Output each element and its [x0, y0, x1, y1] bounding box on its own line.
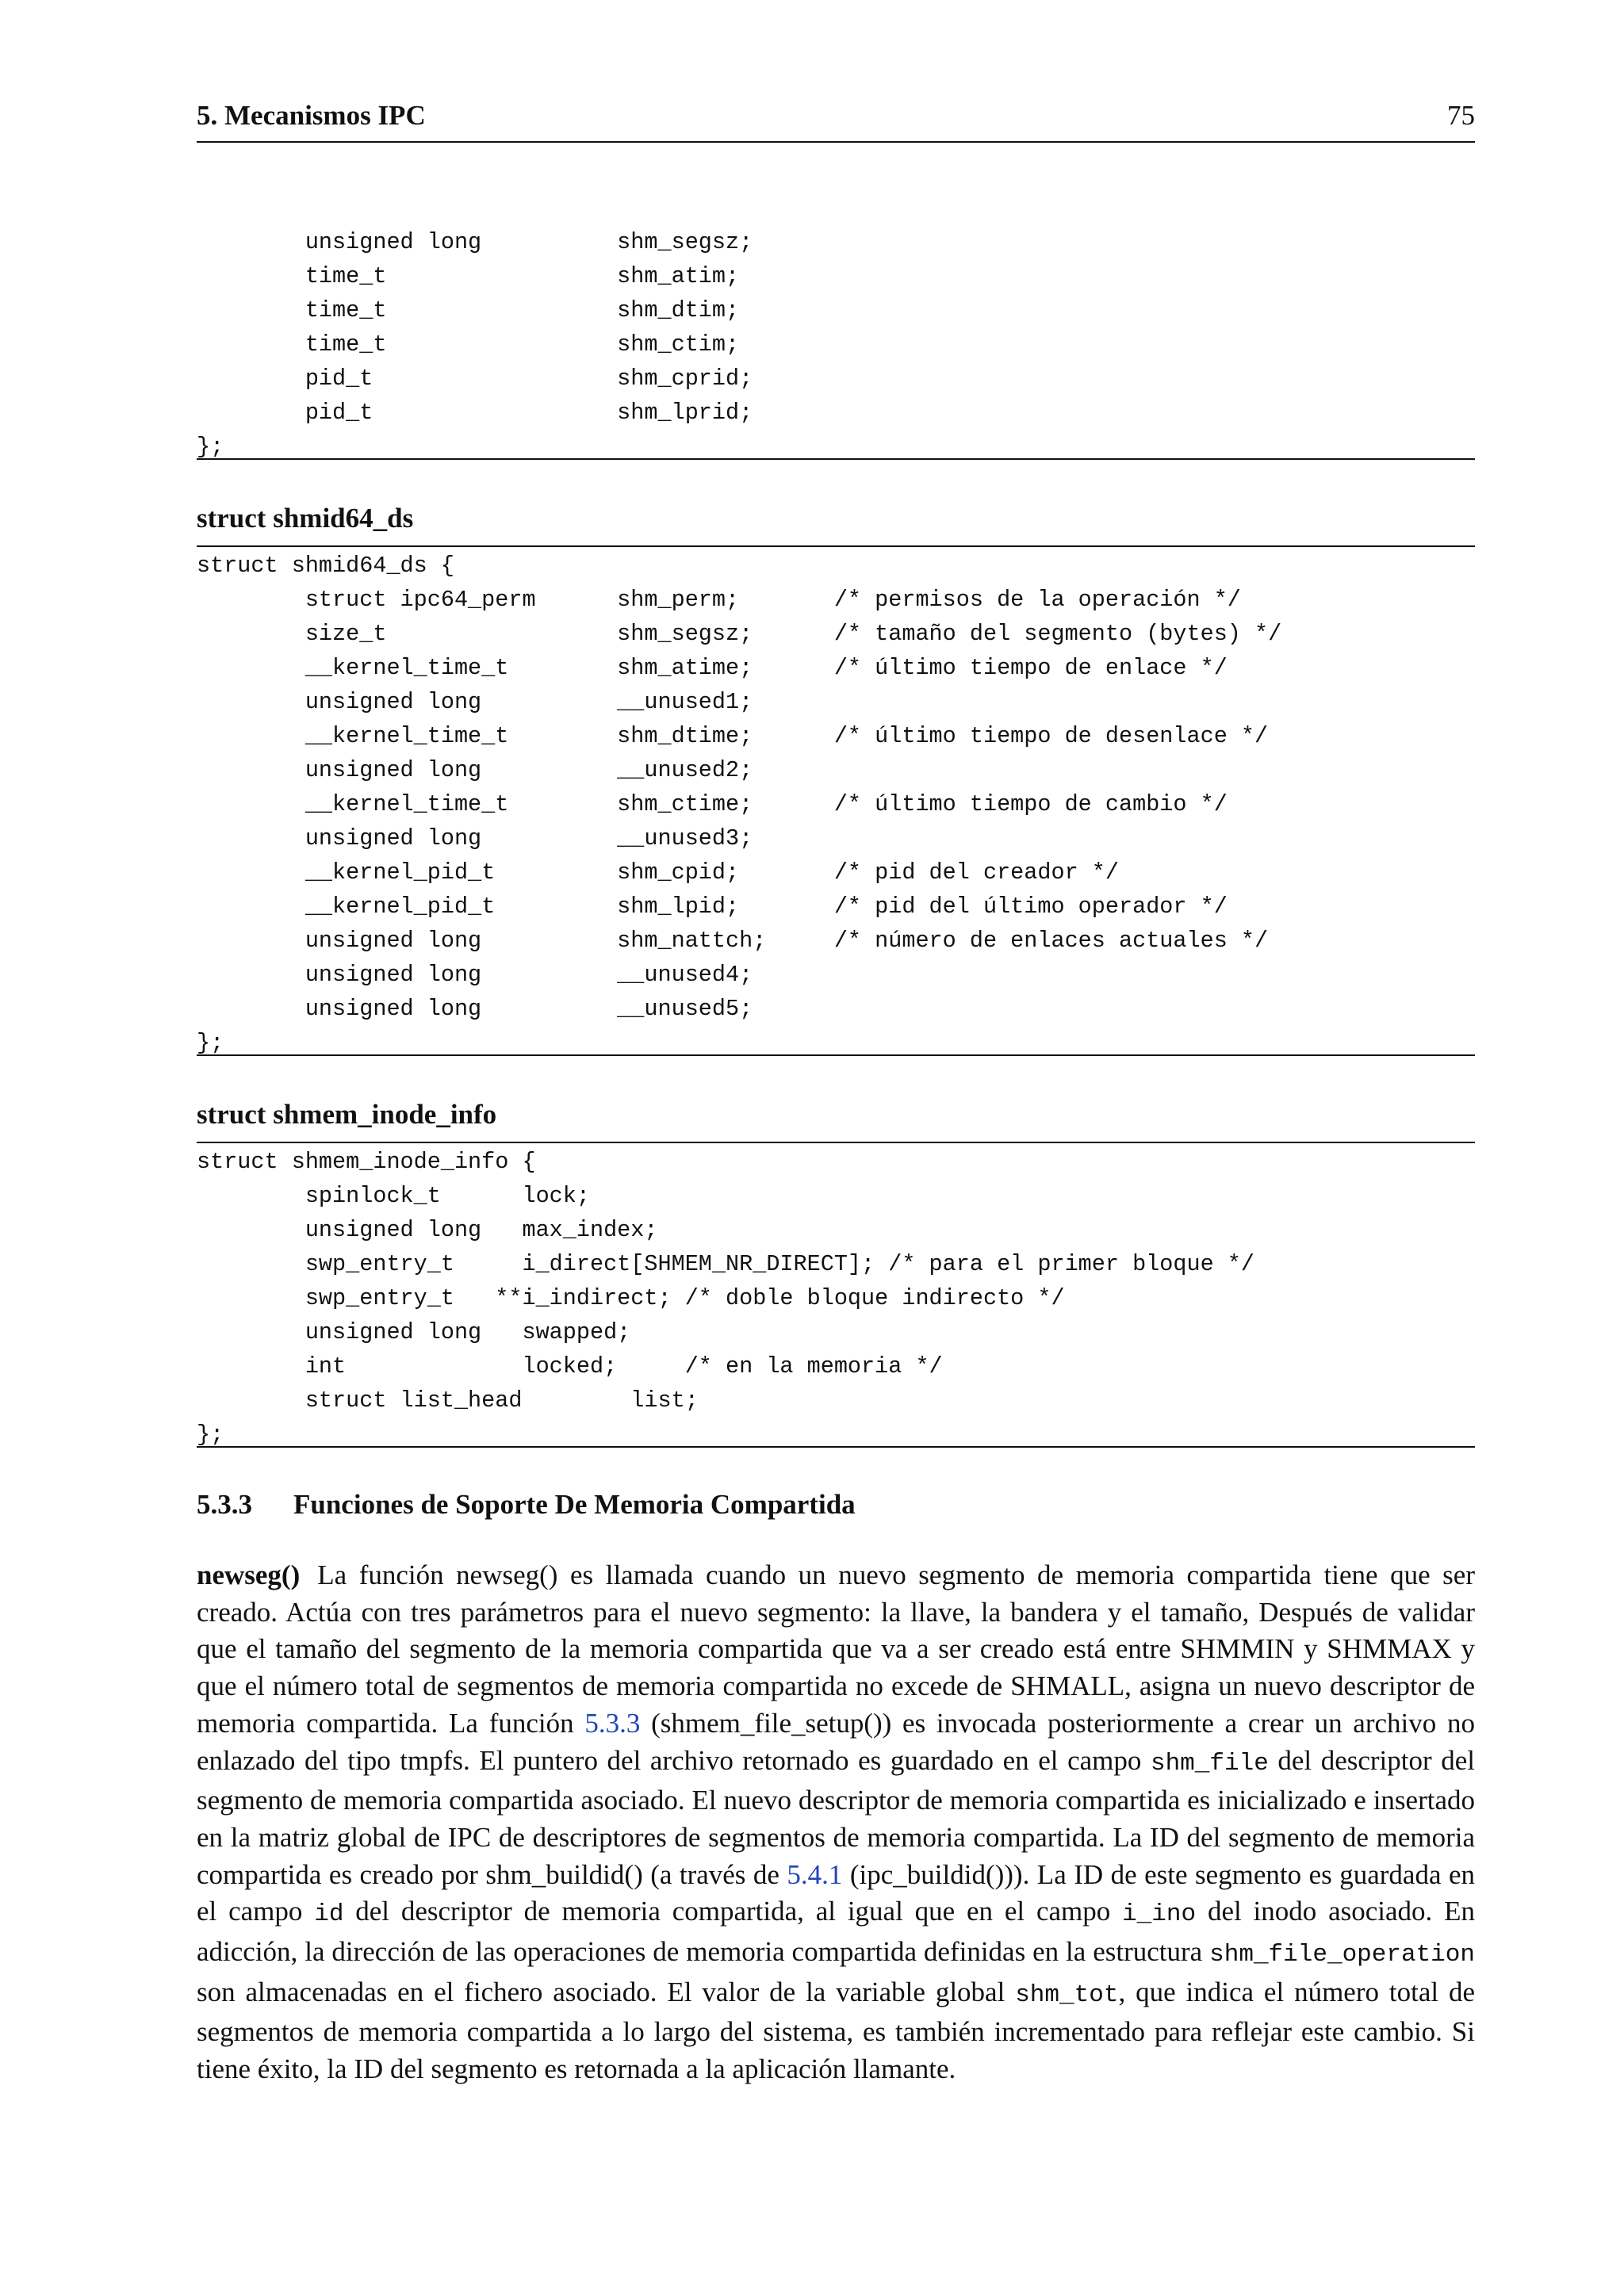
code-line: unsigned long __unused2; — [197, 757, 753, 783]
page-number: 75 — [1447, 100, 1475, 131]
code-block-bottom-rule — [197, 1054, 1475, 1056]
code-line: pid_t shm_cprid; — [197, 365, 753, 392]
paragraph-text: (ipc_buildid())). La ID de este segmento es guardada en el campo — [197, 1858, 1475, 1927]
running-header — [197, 100, 1475, 143]
code-line: struct shmem_inode_info { — [197, 1149, 536, 1175]
paragraph-lead: newseg() — [197, 1559, 301, 1590]
paragraph-text: son almacenadas en el fichero asociado. El valor de la variable global — [197, 1976, 1016, 2007]
code-line: __kernel_time_t shm_atime; /* último tiempo de enlace */ — [197, 655, 1228, 681]
paragraph-text: del inodo asociado. En adicción, la dirección de las operaciones de memoria compartida definidas en la estructura — [197, 1896, 1475, 1968]
paragraph-text: (shmem_file_setup()) es invocada posteriormente a crear un archivo no enlazado del tipo tmpfs. El puntero del archivo retornado es guardado en el campo — [197, 1707, 1475, 1776]
code-line: unsigned long __unused5; — [197, 996, 753, 1022]
inline-code: shm_file — [1150, 1749, 1269, 1777]
inline-code: shm_file_operation — [1209, 1941, 1475, 1969]
code-line: }; — [197, 1030, 224, 1056]
code-line: unsigned long shm_nattch; /* número de enlaces actuales */ — [197, 928, 1269, 954]
code-line: unsigned long __unused1; — [197, 689, 753, 715]
code-line: struct list_head list; — [197, 1387, 699, 1414]
code-line: unsigned long max_index; — [197, 1217, 658, 1243]
code-block-bottom-rule — [197, 458, 1475, 460]
code-line: pid_t shm_lprid; — [197, 400, 753, 426]
code-block-shmid64 — [197, 549, 1475, 1060]
code-line: time_t shm_dtim; — [197, 297, 740, 323]
code-line: struct shmid64_ds { — [197, 553, 454, 579]
code-block-top-rule — [197, 1142, 1475, 1143]
code-block-bottom-rule — [197, 1446, 1475, 1448]
paragraph-text: La función newseg() es llamada cuando un nuevo segmento de memoria compartida tiene que ser creado. Actúa con tres parámetros para el nuevo segmento: la llave, la bandera y el tamaño, Después de validar que el tamaño del segmento de la memoria compartida que va a ser creado está entre SHMMIN y SHMMAX y que el número total de segmentos de memoria compartida no excede de SHMALL, asigna un nuevo descriptor de memoria compartida. La función — [197, 1559, 1475, 1739]
code-line: unsigned long __unused3; — [197, 825, 753, 851]
code-line: swp_entry_t i_direct[SHMEM_NR_DIRECT]; /* para el primer bloque */ — [197, 1251, 1255, 1277]
code-line: __kernel_pid_t shm_lpid; /* pid del último operador */ — [197, 894, 1228, 920]
code-line: time_t shm_ctim; — [197, 331, 740, 358]
code-line: __kernel_pid_t shm_cpid; /* pid del creador */ — [197, 859, 1119, 886]
code-block-shmem-inode — [197, 1145, 1475, 1452]
code-line: size_t shm_segsz; /* tamaño del segmento (bytes) */ — [197, 621, 1282, 647]
paragraph-text: del descriptor de memoria compartida, al igual que en el campo — [343, 1896, 1123, 1927]
section-heading — [197, 1489, 856, 1521]
code-block-shmid-tail — [197, 225, 1475, 464]
cross-reference-link[interactable]: 5.3.3 — [584, 1707, 641, 1739]
code-line: time_t shm_atim; — [197, 263, 740, 289]
inline-code: id — [314, 1900, 344, 1929]
code-line: }; — [197, 434, 224, 460]
chapter-title: 5. Mecanismos IPC — [197, 100, 426, 131]
inline-code: i_ino — [1122, 1900, 1197, 1929]
cross-reference-link[interactable]: 5.4.1 — [787, 1858, 843, 1890]
code-line: swp_entry_t **i_indirect; /* doble bloque indirecto */ — [197, 1285, 1065, 1311]
code-line: unsigned long swapped; — [197, 1319, 631, 1345]
inline-code: shm_tot — [1015, 1980, 1119, 2009]
code-line: struct ipc64_perm shm_perm; /* permisos de la operación */ — [197, 587, 1241, 613]
code-block-top-rule — [197, 545, 1475, 547]
newseg-paragraph — [197, 1557, 1475, 2088]
paragraph-text: , que indica el número total de segmentos de memoria compartida a lo largo del sistema, es también incrementado para reflejar este cambio. Si tiene éxito, la ID del segmento es retornada a la aplicación llamante. — [197, 1976, 1476, 2085]
section-number: 5.3.3 — [197, 1489, 252, 1520]
code-line: }; — [197, 1422, 224, 1448]
code-line: __kernel_time_t shm_dtime; /* último tiempo de desenlace */ — [197, 723, 1269, 749]
struct-shmid64-title: struct shmid64_ds — [197, 503, 414, 534]
code-line: __kernel_time_t shm_ctime; /* último tiempo de cambio */ — [197, 791, 1228, 817]
code-line: spinlock_t lock; — [197, 1183, 590, 1209]
section-title: Funciones de Soporte De Memoria Compartida — [293, 1489, 856, 1520]
code-line: unsigned long shm_segsz; — [197, 229, 753, 255]
code-line: unsigned long __unused4; — [197, 962, 753, 988]
paragraph-text: del descriptor del segmento de memoria compartida asociado. El nuevo descriptor de memoria compartida es inicializado e insertado en la matriz global de IPC de descriptores de segmentos de memoria compartida. La ID del segmento de memoria compartida es creado por shm_buildid() (a través de — [197, 1744, 1476, 1890]
code-line: int locked; /* en la memoria */ — [197, 1353, 943, 1380]
struct-shmem-inode-title: struct shmem_inode_info — [197, 1099, 497, 1130]
